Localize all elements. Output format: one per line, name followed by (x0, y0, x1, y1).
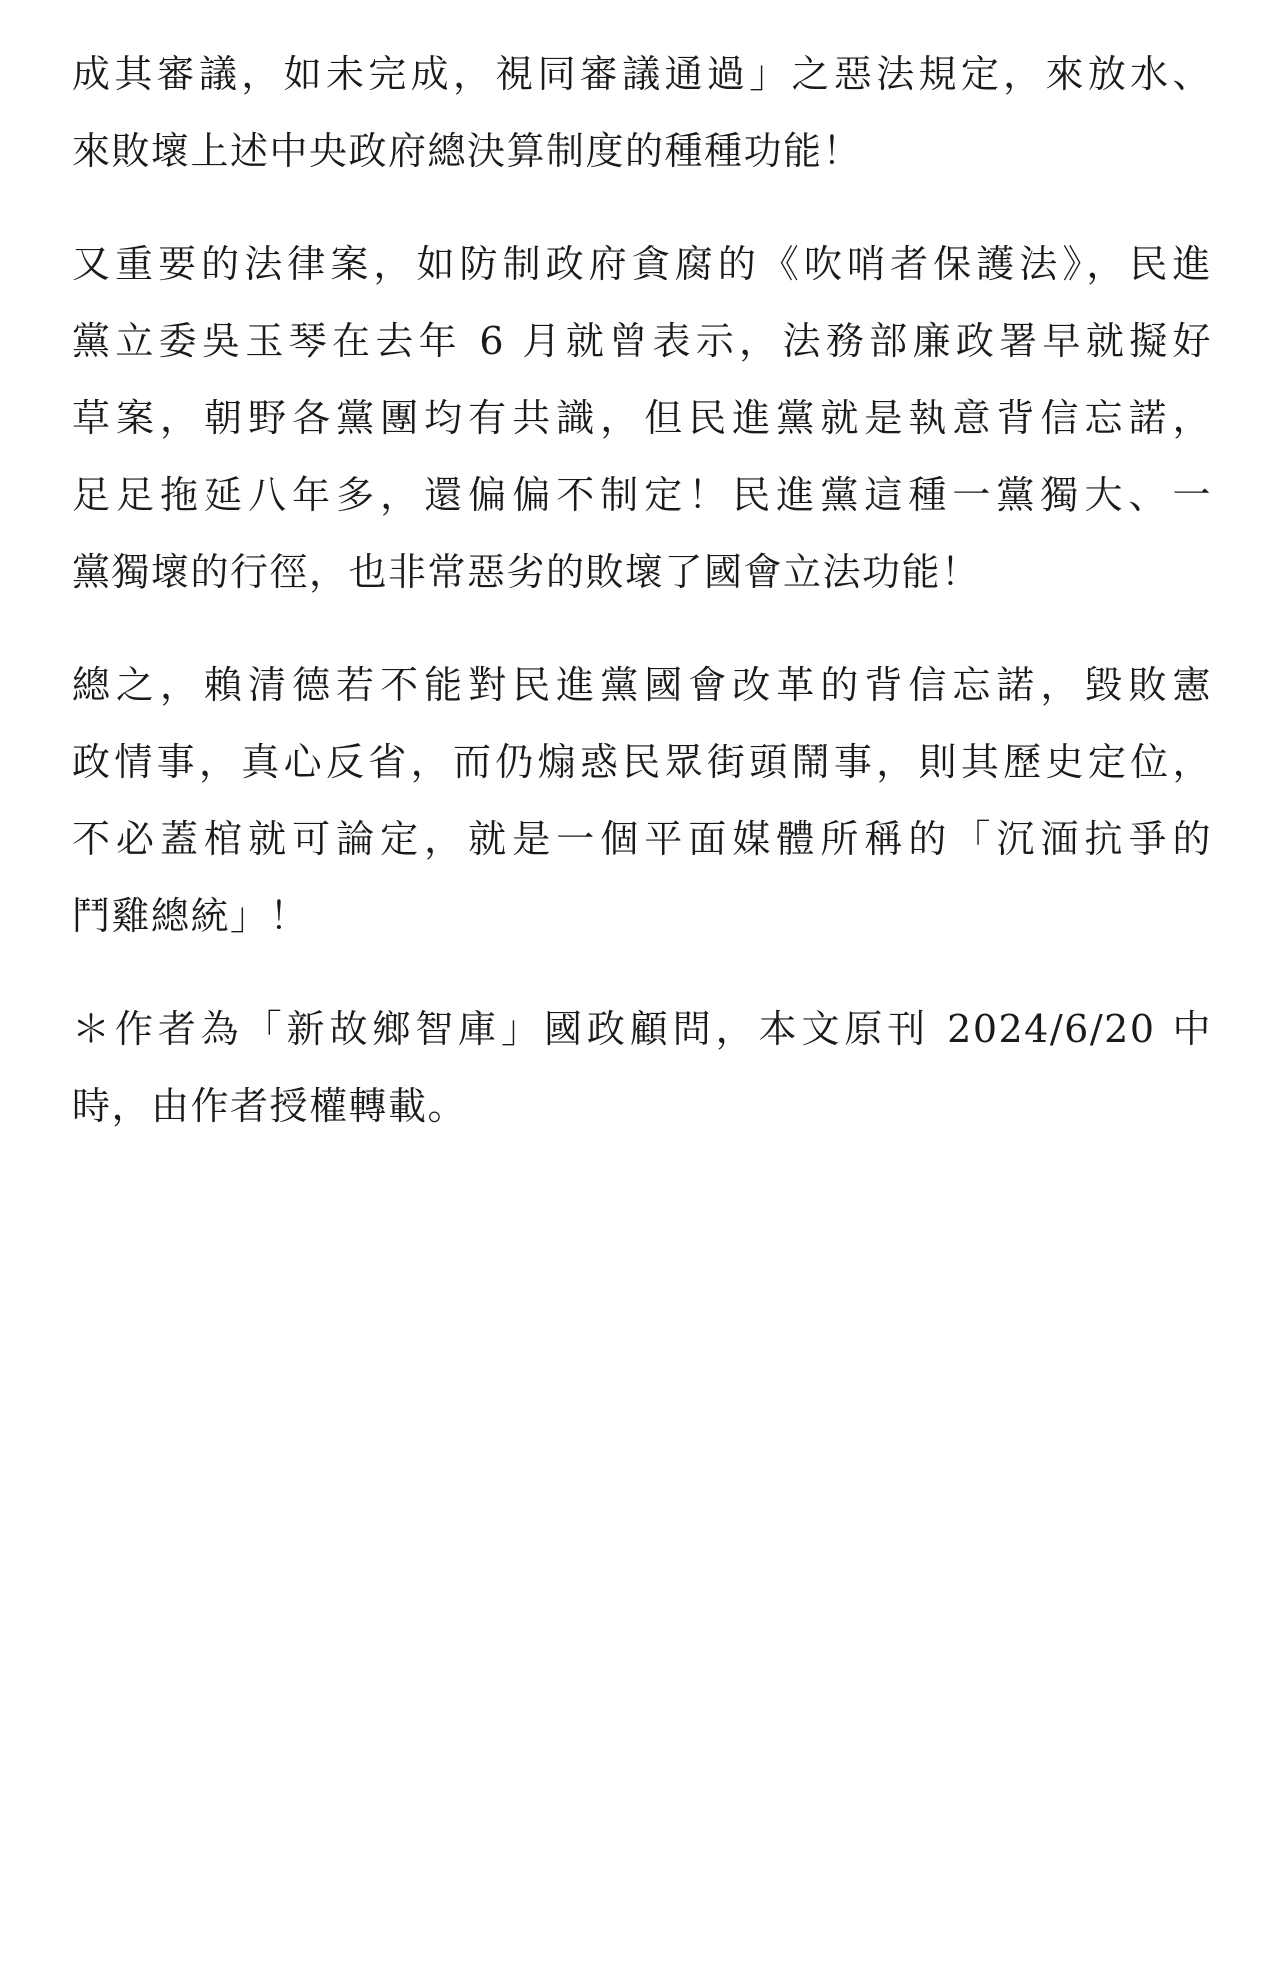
paragraph-final-accounts (72, 36, 1212, 190)
text-line: 來敗壞上述中央政府總決算制度的種種功能！ (72, 129, 863, 173)
text-line: 草案，朝野各黨團均有共識，但民進黨就是執意背信忘諾， (72, 396, 1212, 440)
text-line: 總之，賴清德若不能對民進黨國會改革的背信忘諾，毀敗憲 (72, 663, 1212, 707)
article-body (72, 36, 1212, 1181)
text-line: 政情事，真心反省，而仍煽惑民眾街頭鬧事，則其歷史定位， (72, 740, 1212, 784)
text-line: 時，由作者授權轉載。 (72, 1084, 468, 1128)
text-line: 鬥雞總統」！ (72, 894, 310, 938)
text-line: 黨立委吳玉琴在去年 6 月就曾表示，法務部廉政署早就擬好 (72, 319, 1212, 363)
paragraph-whistleblower-act (72, 226, 1212, 611)
text-line: 又重要的法律案，如防制政府貪腐的《吹哨者保護法》，民進 (72, 242, 1212, 286)
text-line: ＊作者為「新故鄉智庫」國政顧問，本文原刊 2024/6/20 中 (72, 1007, 1212, 1051)
text-line: 成其審議，如未完成，視同審議通過」之惡法規定，來放水、 (72, 52, 1212, 96)
author-note (72, 991, 1212, 1145)
text-line: 足足拖延八年多，還偏偏不制定！民進黨這種一黨獨大、一 (72, 473, 1212, 517)
text-line: 不必蓋棺就可論定，就是一個平面媒體所稱的「沉湎抗爭的 (72, 817, 1212, 861)
paragraph-conclusion (72, 647, 1212, 955)
text-line: 黨獨壞的行徑，也非常惡劣的敗壞了國會立法功能！ (72, 550, 981, 594)
